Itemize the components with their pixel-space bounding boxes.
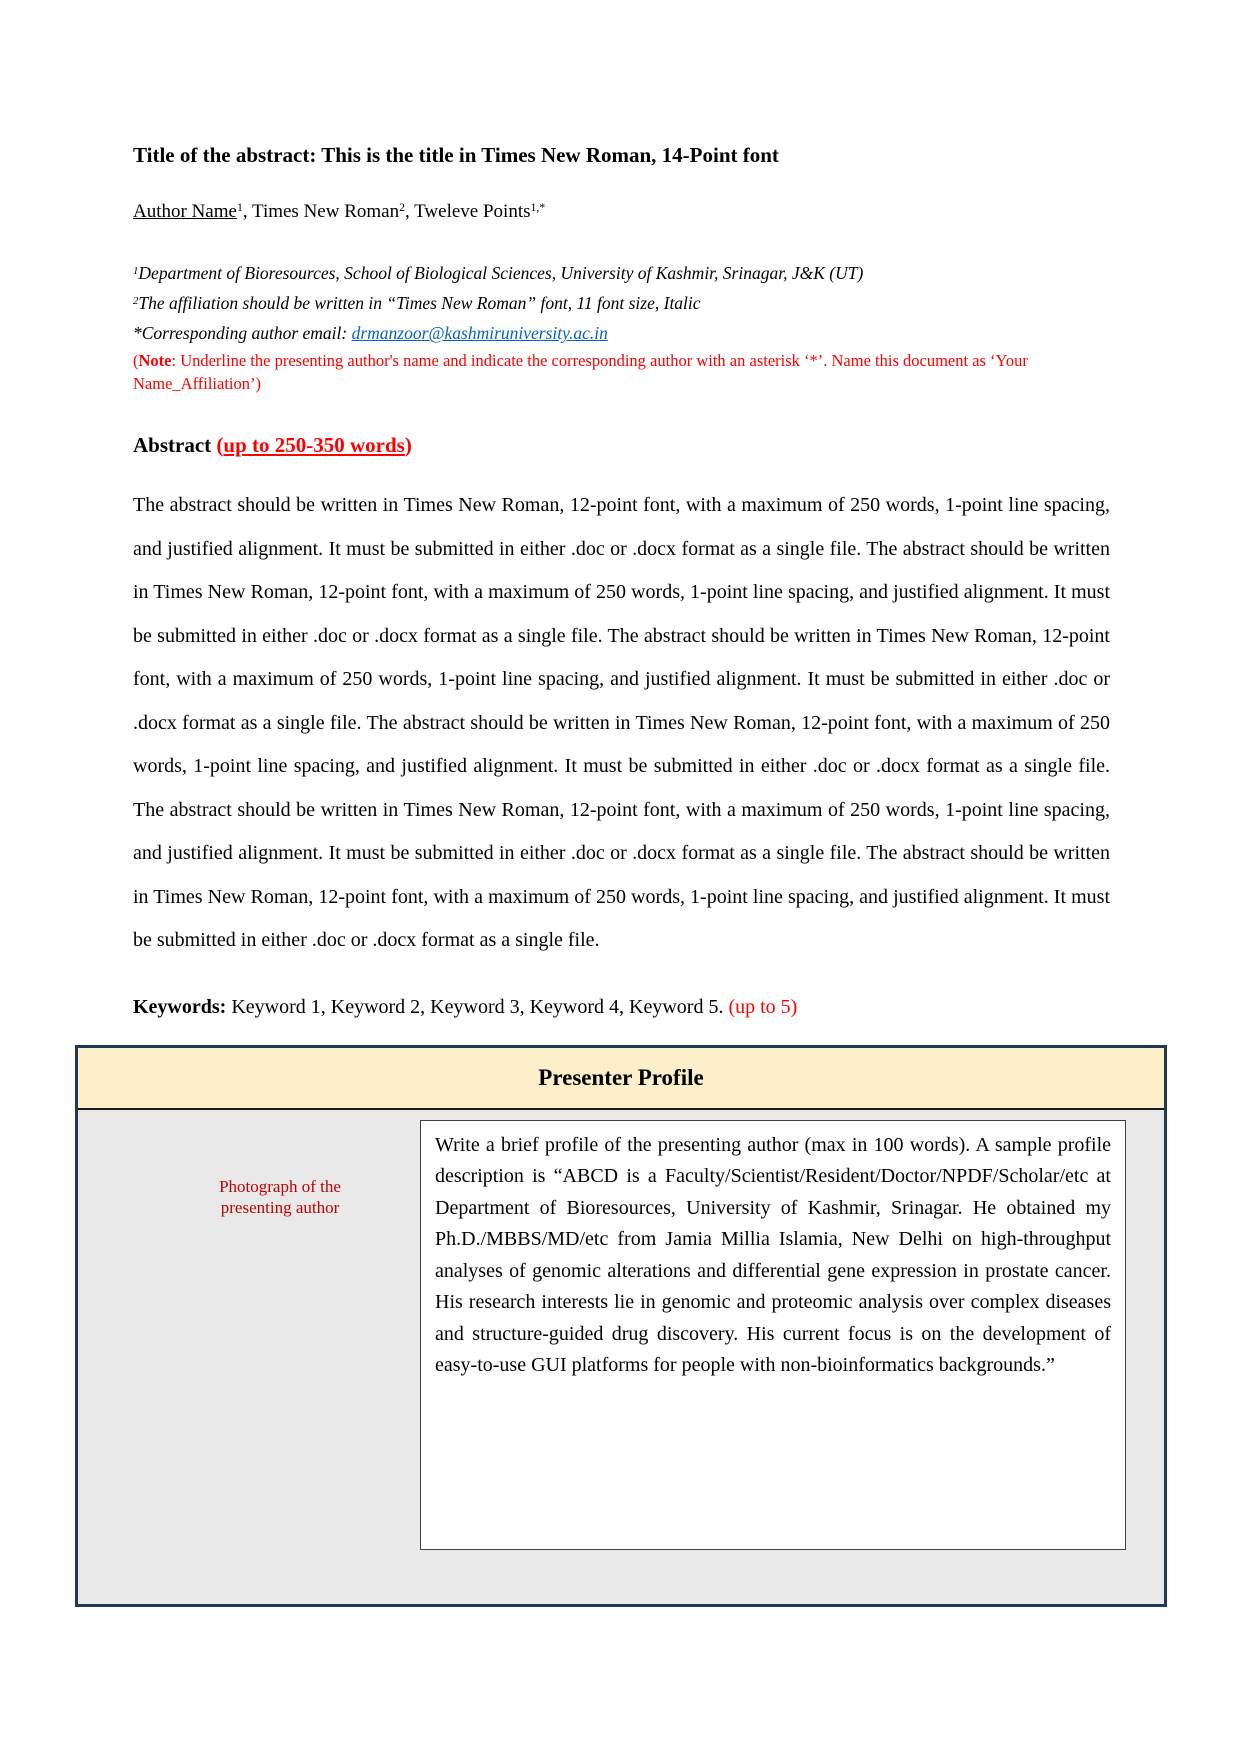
- presenter-profile-table: [75, 1045, 1167, 1607]
- keywords-line: [133, 994, 1110, 1020]
- author1-superscript: 1: [236, 201, 243, 215]
- author-line: [133, 199, 1110, 226]
- note-open-paren: (: [133, 351, 139, 370]
- note-bold-word: Note: [138, 351, 172, 370]
- photo-label-line2: presenting author: [220, 1197, 340, 1217]
- photo-label-line1: Photograph of the: [219, 1176, 341, 1196]
- corresponding-author-email-link[interactable]: drmanzoor@kashmiruniversity.ac.in: [351, 323, 608, 343]
- affiliation2-text: The affiliation should be written in “Times New Roman” font, 11 font size, Italic: [138, 293, 701, 313]
- presenter-profile-title: Presenter Profile: [538, 1064, 704, 1090]
- abstract-title: Title of the abstract: This is the title in Times New Roman, 14-Point font: [133, 143, 779, 167]
- corresponding-author-prefix: *Corresponding author email:: [133, 323, 352, 343]
- corresponding-author-line: [133, 320, 1110, 347]
- keywords-limit-note: (up to 5): [728, 995, 798, 1018]
- presenter-profile-header: [78, 1048, 1164, 1110]
- keywords-label: Keywords:: [133, 995, 227, 1018]
- author2-superscript: 2: [399, 201, 405, 215]
- profile-text-box: [420, 1120, 1126, 1550]
- note-body: : Underline the presenting author's name and indicate the corresponding author with an asterisk ‘*’. Name this document as ‘Your Name_Affiliation’): [133, 351, 1028, 393]
- author2-name: , Times New Roman: [242, 201, 400, 222]
- document-page: [133, 0, 1110, 1607]
- affiliation-line-1: [133, 260, 1110, 290]
- abstract-section-heading: [133, 431, 1110, 459]
- affiliation-block: [133, 260, 1110, 395]
- presenting-author-name: Author Name: [133, 201, 237, 222]
- presenter-profile-body-row: [78, 1110, 1164, 1601]
- abstract-body-paragraph: The abstract should be written in Times New Roman, 12-point font, with a maximum of 250 words, 1-point line spacing, and justified alignment. It must be submitted in either .doc or .docx format as a single file. The abstract should be written in Times New Roman, 12-point font, with a maximum of 250 words, 1-point line spacing, and justified alignment. It must be submitted in either .doc or .docx format as a single file. The abstract should be written in Times New Roman, 12-point font, with a maximum of 250 words, 1-point line spacing, and justified alignment. It must be submitted in either .doc or .docx format as a single file. The abstract should be written in Times New Roman, 12-point font, with a maximum of 250 words, 1-point line spacing, and justified alignment. It must be submitted in either .doc or .docx format as a single file. The abstract should be written in Times New Roman, 12-point font, with a maximum of 250 words, 1-point line spacing, and justified alignment. It must be submitted in either .doc or .docx format as a single file. The abstract should be written in Times New Roman, 12-point font, with a maximum of 250 words, 1-point line spacing, and justified alignment. It must be submitted in either .doc or .docx format as a single file.: [133, 494, 1110, 951]
- affiliation1-superscript: 1: [133, 264, 139, 277]
- keywords-list: Keyword 1, Keyword 2, Keyword 3, Keyword 4, Keyword 5.: [226, 995, 729, 1018]
- affiliation-line-2: [133, 290, 1110, 320]
- word-limit-open-paren: (: [216, 433, 224, 457]
- profile-description-text: Write a brief profile of the presenting author (max in 100 words). A sample profile description is “ABCD is a Faculty/Scientist/Resident/Doctor/NPDF/Scholar/etc at Department of Bioresources, University of Kashmir, Srinagar. He obtained my Ph.D./MBBS/MD/etc from Jamia Millia Islamia, New Delhi on high-throughput analyses of genomic alterations and differential gene expression in prostate cancer. His research interests lie in genomic and proteomic analysis over complex diseases and structure-guided drug discovery. His current focus is on the development of easy-to-use GUI platforms for people with non-bioinformatics backgrounds.”: [435, 1133, 1111, 1376]
- word-limit-note: up to 250-350 words: [223, 433, 405, 457]
- affiliation2-superscript: 2: [133, 294, 139, 307]
- note-text: [133, 349, 1110, 395]
- word-limit-close-paren: ): [404, 433, 412, 457]
- affiliation1-text: Department of Bioresources, School of Biological Sciences, University of Kashmir, Srinagar, J&K (UT): [138, 263, 864, 283]
- abstract-heading-label: Abstract: [133, 433, 212, 457]
- author3-name: , Tweleve Points: [404, 201, 531, 222]
- author3-superscript: 1,*: [530, 201, 546, 215]
